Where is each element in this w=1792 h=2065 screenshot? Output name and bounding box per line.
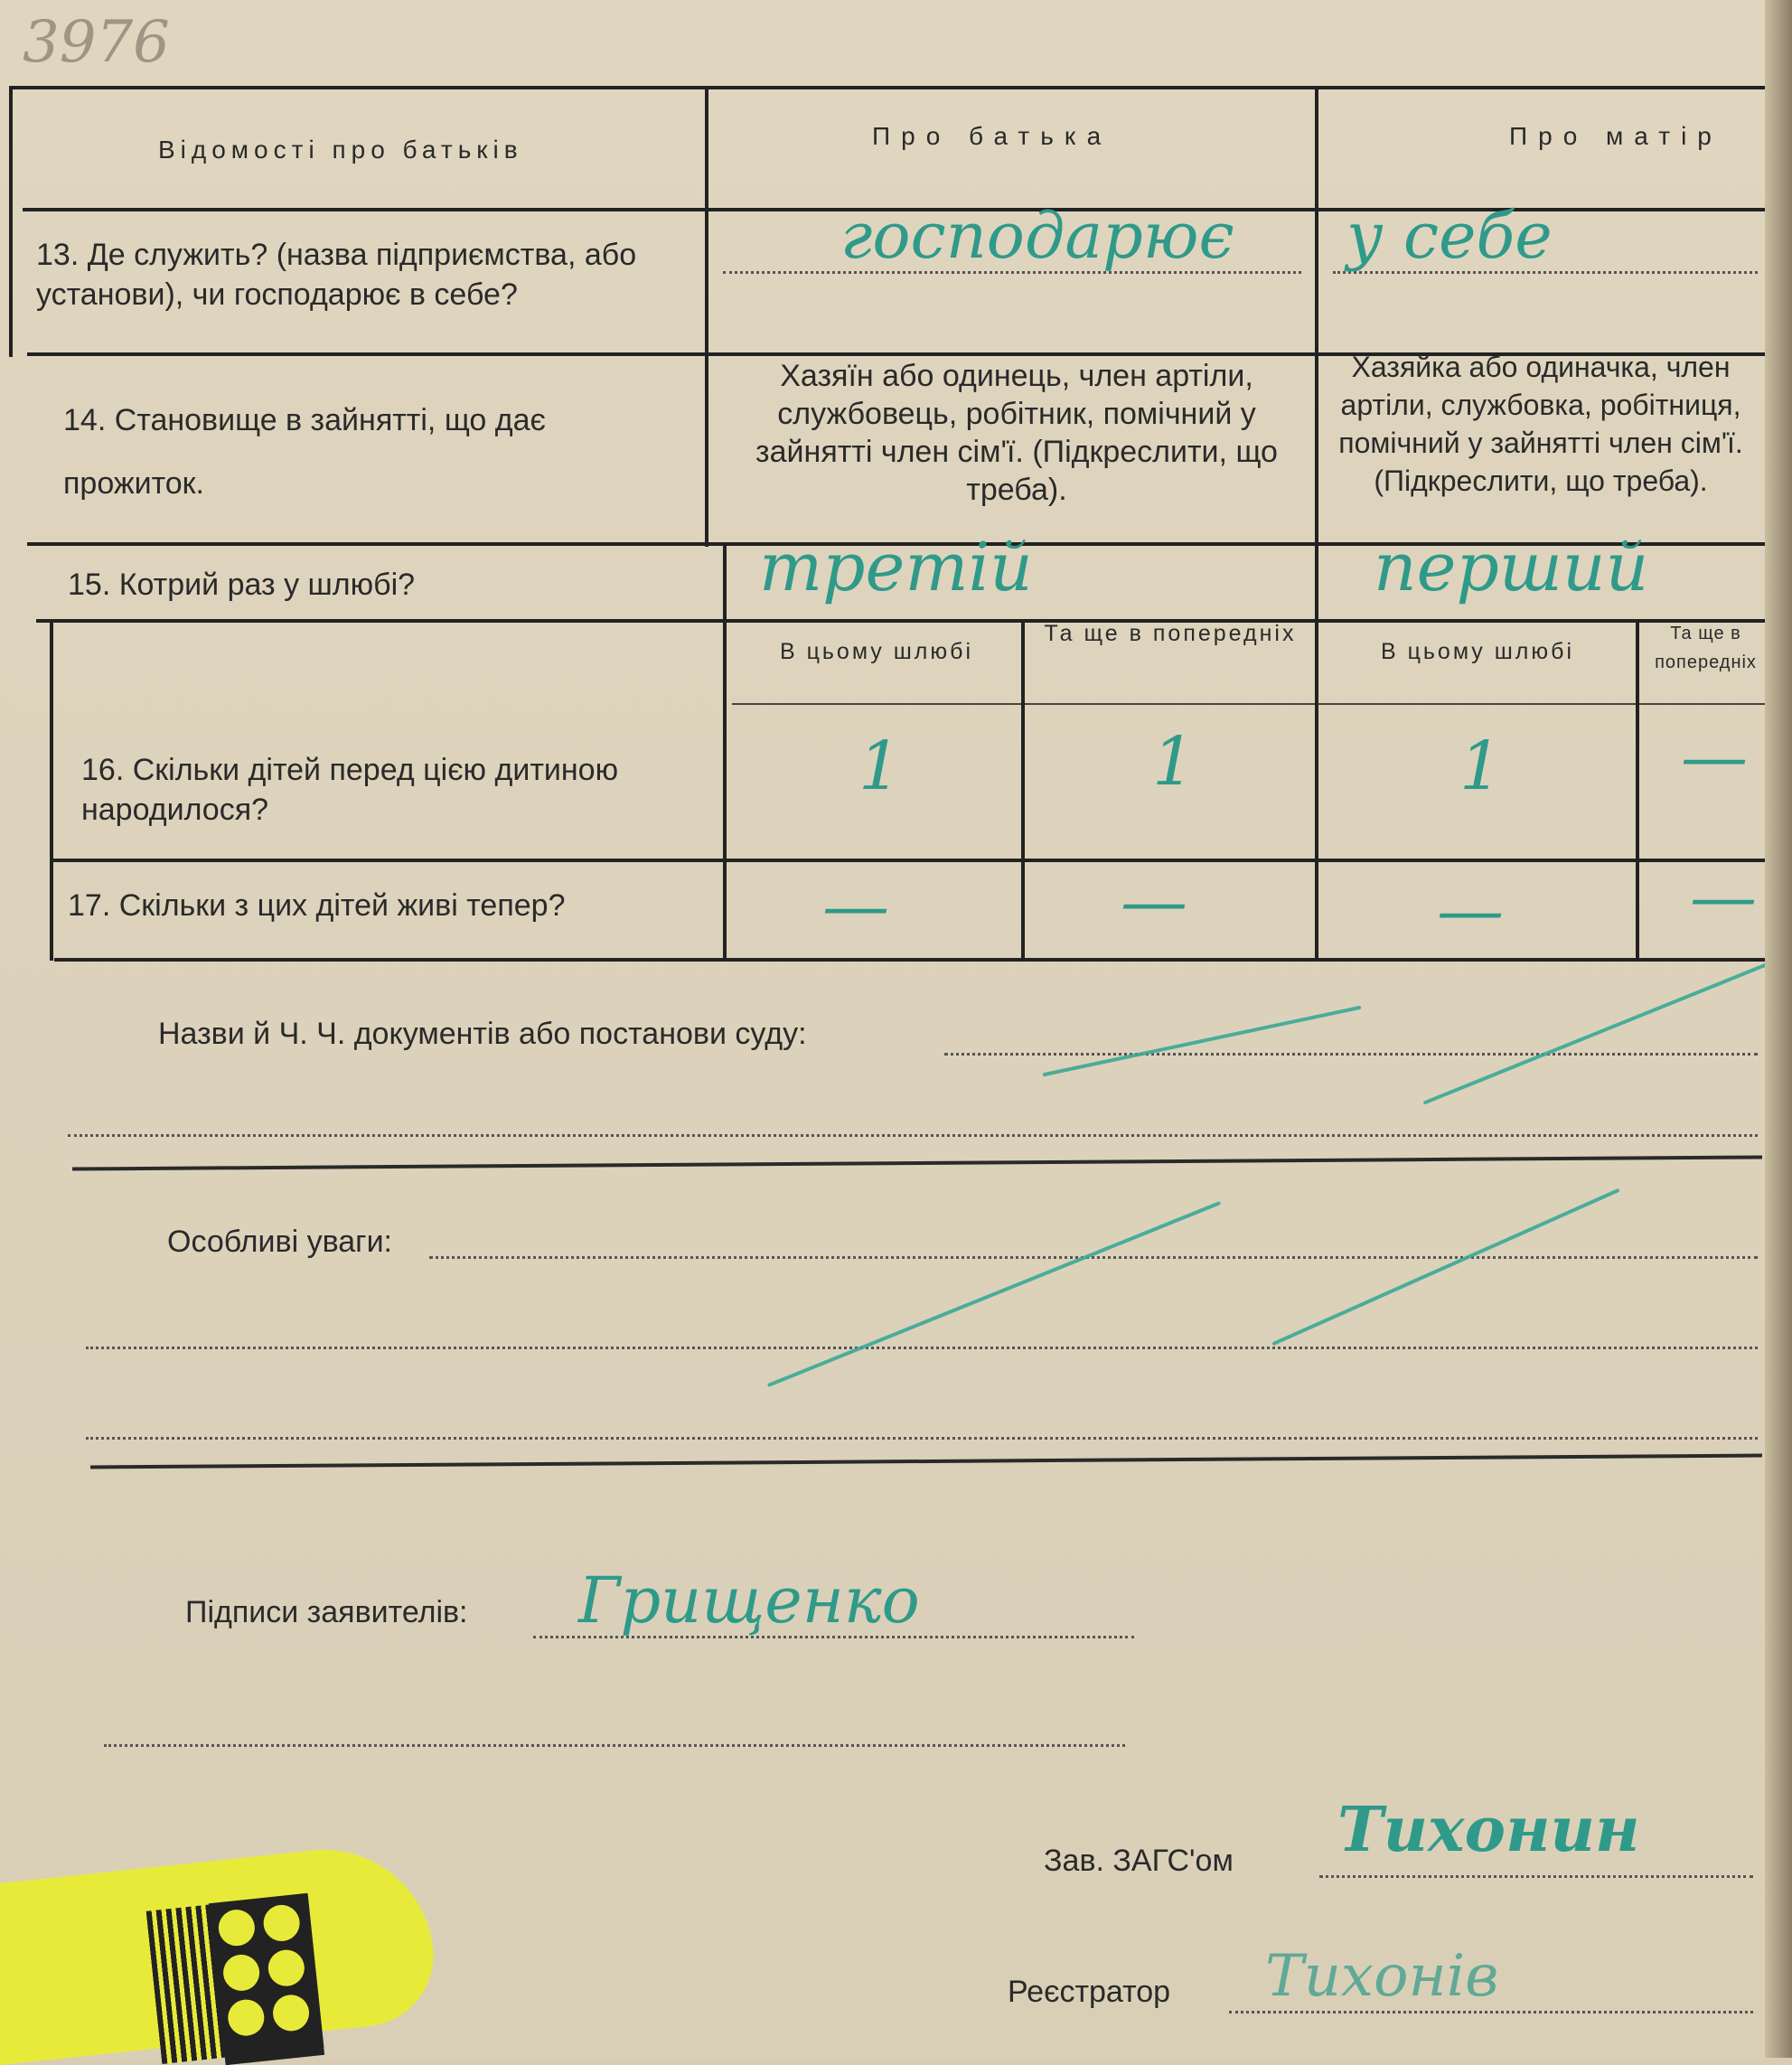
row17-value-father-previous: —: [1121, 863, 1187, 941]
col-divider-1: [705, 86, 708, 547]
header-father: Про батька: [872, 122, 1112, 150]
row16-value-father-previous: 1: [1152, 723, 1196, 801]
row16-sub-father-current: В цьому шлюбі: [779, 639, 974, 664]
row16-value-father-current: 1: [858, 727, 902, 805]
row17-value-father-current: —: [822, 868, 889, 945]
row16-sub-mother-current: В цьому шлюбі: [1380, 639, 1575, 664]
applicants-line-2: [104, 1744, 1125, 1747]
page-edge: [1765, 0, 1792, 2058]
documents-label: Назви й Ч. Ч. документів або постанови суду:: [158, 1017, 807, 1051]
tape-dot-pattern: [209, 1893, 324, 2065]
row15-mother-answer: перший: [1374, 529, 1649, 606]
head-label: Зав. ЗАГС'ом: [1044, 1844, 1234, 1878]
row14-father-options: Хазяїн або одинець, член артіли, службовець, робітник, помічний у зайнятті член сім'ї. (Підкреслити, що треба).: [755, 359, 1278, 507]
notes-line-2: [86, 1347, 1758, 1349]
notes-divider: [90, 1454, 1762, 1469]
col-divider-1-lower: [723, 542, 727, 961]
documents-strike-1: [1043, 1006, 1362, 1077]
table-top-border: [9, 86, 1771, 89]
left-border-bottom: [50, 619, 53, 961]
row16-sub-father-previous: Та ще в попередніх: [1044, 621, 1297, 646]
notes-label: Особливі уваги:: [167, 1225, 393, 1259]
documents-divider: [72, 1155, 1762, 1170]
registrar-label: Реєстратор: [1008, 1975, 1171, 2009]
notes-line-1: [429, 1256, 1758, 1259]
row13-mother-answer: у себе: [1346, 199, 1553, 273]
row15-question: 15. Котрий раз у шлюбі?: [68, 568, 416, 602]
documents-line-1: [944, 1053, 1758, 1056]
archive-number: 3976: [23, 9, 170, 76]
row17-question: 17. Скільки з цих дітей живі тепер?: [68, 888, 566, 923]
row16-bottom-border: [50, 859, 1771, 862]
row15-father-answer: третій: [759, 529, 1033, 606]
row16-value-mother-current: 1: [1459, 727, 1503, 805]
row13-father-answer: господарює: [840, 199, 1234, 273]
table-bottom-border: [54, 958, 1771, 962]
header-mother: Про матір: [1509, 122, 1722, 150]
row14-question: 14. Становище в зайнятті, що дає прожиток.: [63, 403, 546, 501]
row16-sub-border: [732, 703, 1771, 705]
row17-value-mother-current: —: [1437, 872, 1504, 950]
row13-question: 13. Де служить? (назва підприємства, або установи), чи господарює в себе?: [36, 238, 637, 312]
documents-line-2: [68, 1134, 1758, 1137]
row16-sub-mother-previous: Та ще в попередніх: [1655, 624, 1757, 672]
applicants-label: Підписи заявителів:: [185, 1595, 468, 1629]
documents-strike-2: [1423, 959, 1777, 1104]
notes-strike-2: [1271, 1188, 1619, 1346]
header-label: Відомості про батьків: [158, 136, 523, 164]
left-border-top: [9, 86, 13, 357]
row16-value-mother-previous: —: [1681, 718, 1748, 796]
applicant-signature: Грищенко: [578, 1563, 920, 1638]
registrar-line: [1229, 2011, 1753, 2013]
row14-mother-options: Хазяйка або одиначка, член артіли, службовка, робітниця, помічний у зайнятті член сім'ї. (Підкреслити, що треба).: [1338, 351, 1743, 497]
mother-sub-divider: [1636, 619, 1639, 961]
registrar-signature: Тихонів: [1265, 1943, 1499, 2010]
head-signature: Тихонин: [1337, 1794, 1640, 1866]
col-divider-2: [1315, 86, 1318, 961]
row16-question: 16. Скільки дітей перед цією дитиною народилося?: [81, 753, 619, 827]
father-sub-divider: [1021, 619, 1025, 961]
head-line: [1319, 1875, 1753, 1878]
notes-line-3: [86, 1437, 1758, 1440]
notes-strike-1: [767, 1201, 1221, 1387]
row15-bottom-border: [36, 619, 1771, 623]
row17-value-mother-previous: —: [1690, 859, 1757, 936]
parents-info-table: [9, 86, 1771, 962]
